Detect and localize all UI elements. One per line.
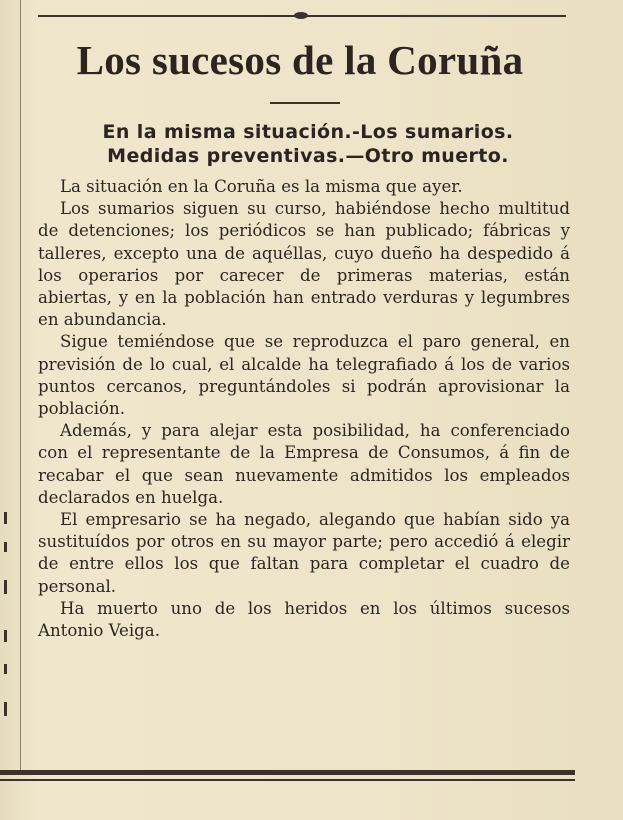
bottom-double-rule [0,770,575,784]
article-subheadline [38,120,578,168]
article-headline: Los sucesos de la Coruña [76,37,524,83]
headline-underline [270,102,340,104]
paragraph-1: La situación en la Coruña es la misma que ayer. [60,177,463,196]
subheadline-line-1: En la misma situación.-Los sumarios. [102,121,514,143]
paragraph-6: Ha muerto uno de los heridos en los últimos sucesos Antonio Veiga. [38,598,570,641]
article-body [38,176,570,642]
subheadline-line-2: Medidas preventivas.—Otro muerto. [107,145,509,167]
paragraph-4: Además, y para alejar esta posibilidad, ha conferenciado con el representante de la Empresa de Consumos, á fin de recabar el que sean nuevamente admitidos los empleados declarados en huelga. [38,421,570,507]
top-ornament-rule [38,15,566,17]
gutter-marks [0,480,14,740]
column-divider [20,0,21,770]
paragraph-3: Sigue temiéndose que se reproduzca el paro general, en previsión de lo cual, el alcalde ha telegrafiado á los de varios puntos cercanos, preguntándoles si podrán aprovisionar la población. [38,332,570,419]
paragraph-5: El empresario se ha negado, alegando que habían sido ya sustituídos por otros en su mayor parte; pero accedió á elegir de entre ellos los que faltan para completar el cuadro de personal. [38,510,570,596]
paragraph-2: Los sumarios siguen su curso, habiéndose hecho multitud de detenciones; los periódicos se han publicado; fábricas y talleres, excepto una de aquéllas, cuyo dueño ha despedido á los operarios por carecer de primeras materias, están abiertas, y en la población han entrado verduras y legumbres en abundancia. [38,199,570,330]
